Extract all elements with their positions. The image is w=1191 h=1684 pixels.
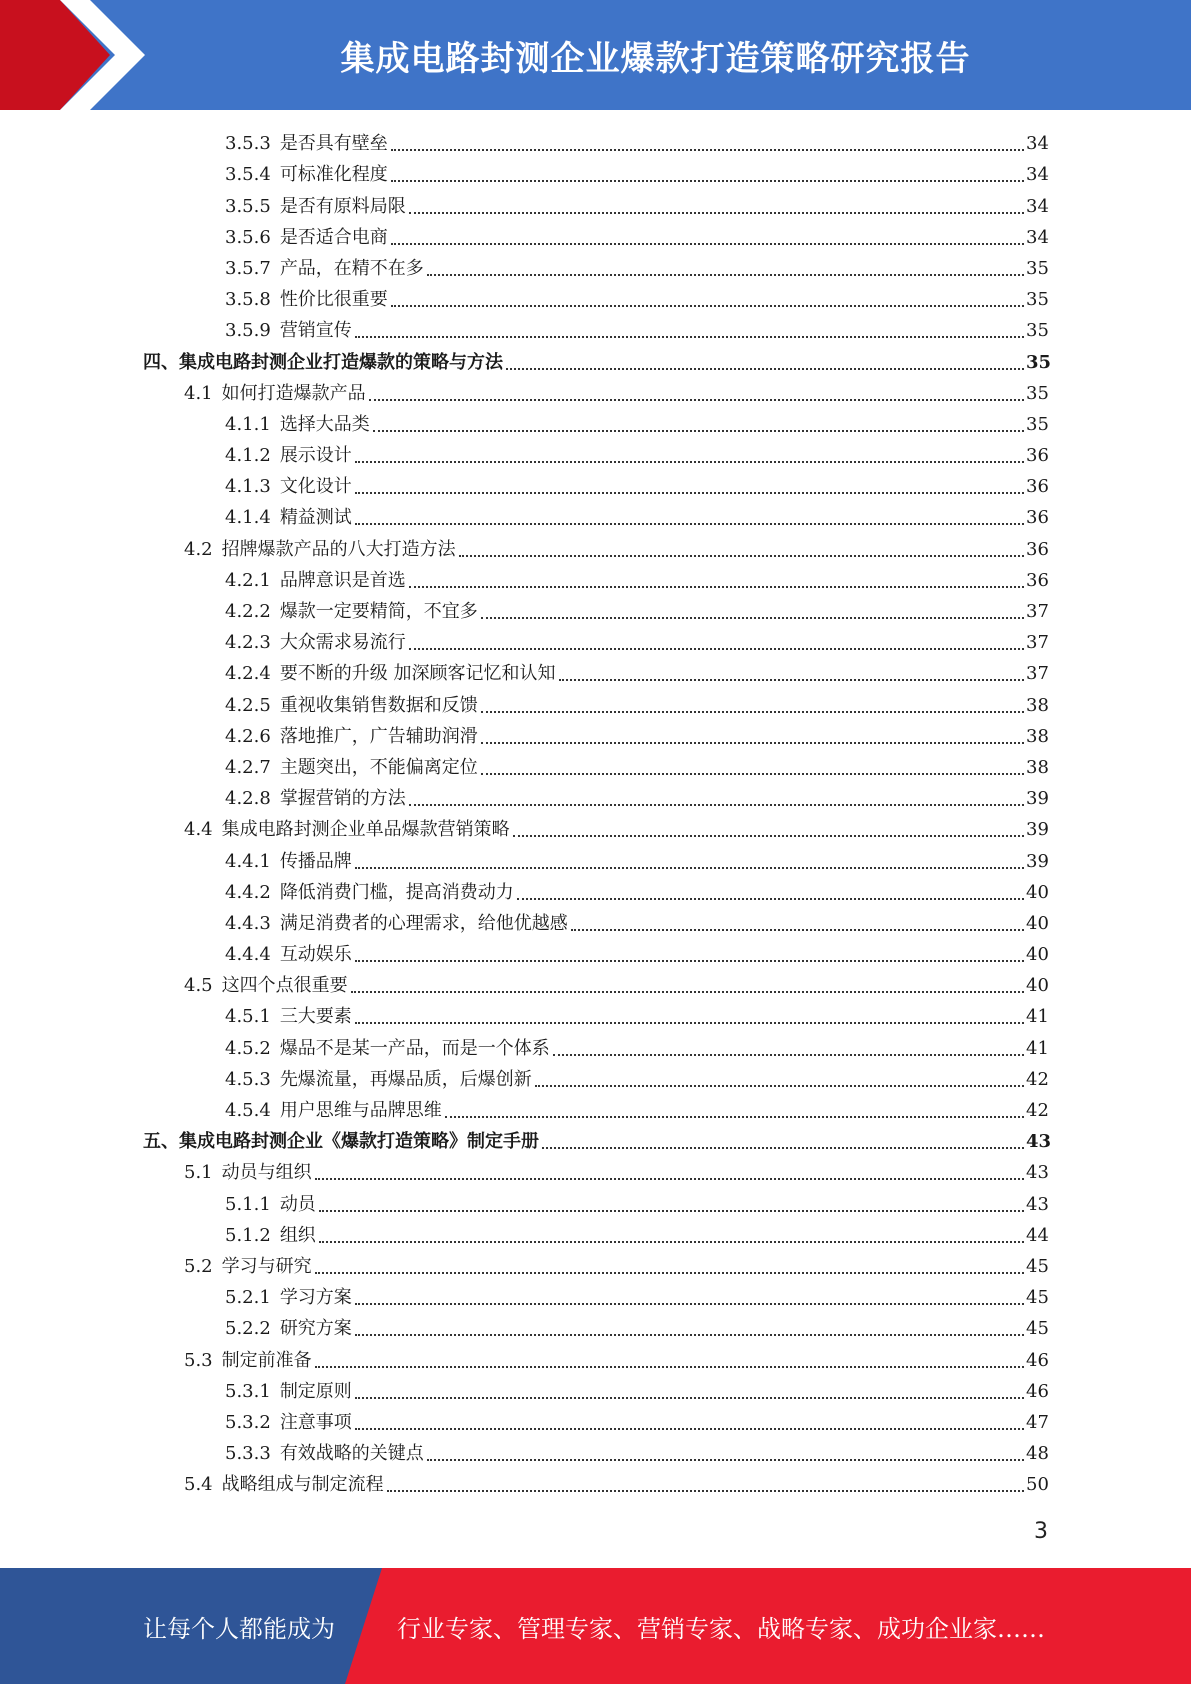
toc-entry-page: 39 xyxy=(1026,850,1049,872)
toc-dot-leader xyxy=(481,711,1024,713)
toc-entry-page: 41 xyxy=(1026,1037,1049,1059)
toc-entry-page: 47 xyxy=(1026,1411,1049,1433)
toc-entry-page: 34 xyxy=(1026,226,1049,248)
toc-entry-title: 传播品牌 xyxy=(279,850,352,872)
toc-entry[interactable] xyxy=(0,1251,1191,1282)
toc-entry-page: 42 xyxy=(1026,1068,1049,1090)
toc-dot-leader xyxy=(391,149,1024,151)
toc-entry-number: 4.2.3 xyxy=(225,632,271,654)
toc-entry-number: 4.4.2 xyxy=(225,881,271,903)
toc-entry-title: 战略组成与制定流程 xyxy=(221,1474,384,1496)
toc-entry[interactable] xyxy=(0,1407,1191,1438)
toc-entry-page: 46 xyxy=(1026,1380,1049,1402)
toc-dot-leader xyxy=(481,742,1024,744)
toc-entry-number: 3.5.5 xyxy=(225,195,271,217)
toc-entry-number: 4.1 xyxy=(184,382,213,404)
toc-entry[interactable] xyxy=(0,315,1191,346)
toc-dot-leader xyxy=(427,274,1024,276)
toc-entry-title: 性价比很重要 xyxy=(279,289,388,311)
toc-entry[interactable] xyxy=(0,284,1191,315)
toc-entry-title: 是否具有壁垒 xyxy=(279,133,388,155)
toc-entry-title: 展示设计 xyxy=(279,445,352,467)
toc-dot-leader xyxy=(513,835,1024,837)
toc-dot-leader xyxy=(355,960,1024,962)
toc-dot-leader xyxy=(553,1054,1024,1056)
toc-entry-title: 有效战略的关键点 xyxy=(279,1443,424,1465)
toc-entry-title: 如何打造爆款产品 xyxy=(221,382,366,404)
footer-slogan-left: 让每个人都能成为 xyxy=(143,1614,335,1643)
toc-entry-title: 制定原则 xyxy=(279,1380,352,1402)
toc-entry[interactable] xyxy=(0,253,1191,284)
toc-entry-page: 35 xyxy=(1026,257,1049,279)
toc-entry-title: 精益测试 xyxy=(279,507,352,529)
toc-entry-page: 45 xyxy=(1026,1318,1049,1340)
page-footer xyxy=(0,1568,1191,1684)
toc-entry-title: 要不断的升级 加深顾客记忆和认知 xyxy=(279,663,556,685)
toc-entry[interactable] xyxy=(0,1376,1191,1407)
toc-entry-number: 4.1.3 xyxy=(225,476,271,498)
toc-entry-page: 35 xyxy=(1026,382,1049,404)
toc-entry-number: 5.1.1 xyxy=(225,1193,271,1215)
toc-entry-page: 35 xyxy=(1026,413,1049,435)
toc-entry[interactable] xyxy=(0,1157,1191,1188)
toc-entry[interactable] xyxy=(0,222,1191,253)
toc-entry[interactable] xyxy=(0,533,1191,564)
toc-entry[interactable] xyxy=(0,1032,1191,1063)
toc-entry-title: 落地推广，广告辅助润滑 xyxy=(279,725,478,747)
toc-dot-leader xyxy=(481,773,1024,775)
toc-entry-page: 45 xyxy=(1026,1255,1049,1277)
toc-entry-number: 4.4.4 xyxy=(225,944,271,966)
toc-entry-number: 4.5.2 xyxy=(225,1037,271,1059)
toc-entry-page: 38 xyxy=(1026,756,1049,778)
toc-dot-leader xyxy=(355,336,1024,338)
toc-dot-leader xyxy=(355,1334,1024,1336)
toc-entry-page: 36 xyxy=(1026,507,1049,529)
toc-entry-page: 37 xyxy=(1026,663,1049,685)
toc-dot-leader xyxy=(571,929,1024,931)
toc-dot-leader xyxy=(355,492,1024,494)
toc-entry-title: 学习方案 xyxy=(279,1287,352,1309)
toc-dot-leader xyxy=(355,1303,1024,1305)
toc-entry-number: 5.2 xyxy=(184,1255,213,1277)
toc-entry[interactable] xyxy=(0,1282,1191,1313)
toc-entry-number: 4.2.2 xyxy=(225,601,271,622)
toc-entry-number: 3.5.7 xyxy=(225,257,271,279)
toc-dot-leader xyxy=(535,1085,1024,1087)
toc-entry-page: 35 xyxy=(1026,289,1049,311)
toc-dot-leader xyxy=(517,898,1024,900)
toc-dot-leader xyxy=(559,679,1024,681)
toc-dot-leader xyxy=(355,1397,1024,1399)
toc-entry-title: 爆款一定要精简，不宜多 xyxy=(279,601,478,622)
toc-entry[interactable] xyxy=(0,440,1191,471)
toc-dot-leader xyxy=(355,867,1024,869)
header-arrow-decoration xyxy=(0,0,160,110)
toc-entry-title: 掌握营销的方法 xyxy=(279,788,406,810)
toc-entry-title: 先爆流量，再爆品质，后爆创新 xyxy=(279,1068,532,1090)
toc-entry[interactable] xyxy=(0,689,1191,720)
toc-entry-title: 动员 xyxy=(279,1193,316,1215)
toc-entry-title: 可标准化程度 xyxy=(279,164,388,186)
toc-entry-title: 重视收集销售数据和反馈 xyxy=(279,694,478,716)
toc-entry-number: 5.2.1 xyxy=(225,1287,271,1309)
toc-entry[interactable] xyxy=(0,783,1191,814)
toc-entry-title: 选择大品类 xyxy=(279,413,370,435)
toc-dot-leader xyxy=(315,1178,1024,1180)
toc-dot-leader xyxy=(427,1459,1024,1461)
toc-entry[interactable] xyxy=(0,970,1191,1001)
toc-entry-title: 营销宣传 xyxy=(279,320,352,342)
footer-slogan-right: 行业专家、管理专家、营销专家、战略专家、成功企业家…… xyxy=(397,1614,1045,1643)
toc-entry-title: 组织 xyxy=(279,1224,316,1246)
toc-dot-leader xyxy=(506,368,1024,370)
toc-entry-number: 5.3.2 xyxy=(225,1411,271,1433)
toc-entry-title: 品牌意识是首选 xyxy=(279,569,406,591)
toc-entry-number: 3.5.9 xyxy=(225,320,271,342)
toc-entry-title: 招牌爆款产品的八大打造方法 xyxy=(221,538,456,560)
toc-entry-title: 满足消费者的心理需求，给他优越感 xyxy=(279,912,568,934)
toc-dot-leader xyxy=(391,243,1024,245)
toc-entry[interactable] xyxy=(0,471,1191,502)
toc-entry[interactable] xyxy=(0,721,1191,752)
toc-entry-page: 50 xyxy=(1026,1474,1049,1496)
toc-entry-title: 爆品不是某一产品，而是一个体系 xyxy=(279,1037,550,1059)
toc-dot-leader xyxy=(542,1147,1024,1149)
toc-entry-page: 40 xyxy=(1026,912,1049,934)
toc-entry-page: 39 xyxy=(1026,788,1049,810)
toc-entry-number: 4.5.3 xyxy=(225,1068,271,1090)
toc-entry-page: 35 xyxy=(1026,351,1052,373)
toc-entry-number: 5.4 xyxy=(184,1474,213,1496)
toc-dot-leader xyxy=(459,555,1024,557)
toc-entry-number: 5.3.1 xyxy=(225,1380,271,1402)
toc-entry-page: 44 xyxy=(1026,1224,1049,1246)
toc-entry-number: 5.1.2 xyxy=(225,1224,271,1246)
toc-entry-number: 4.4.1 xyxy=(225,850,271,872)
toc-entry[interactable] xyxy=(0,1095,1191,1126)
toc-entry-title: 五、集成电路封测企业《爆款打造策略》制定手册 xyxy=(143,1131,539,1153)
toc-dot-leader xyxy=(355,523,1024,525)
toc-entry-number: 3.5.4 xyxy=(225,164,271,186)
toc-entry-title: 主题突出，不能偏离定位 xyxy=(279,756,478,778)
toc-entry-number: 4.5.1 xyxy=(225,1006,271,1028)
toc-entry-number: 5.2.2 xyxy=(225,1318,271,1340)
toc-entry-number: 4.5 xyxy=(184,975,213,997)
toc-entry[interactable] xyxy=(0,752,1191,783)
toc-entry-number: 4.4 xyxy=(184,819,213,841)
toc-entry-page: 43 xyxy=(1026,1193,1049,1215)
toc-entry-page: 37 xyxy=(1026,601,1049,622)
toc-entry-page: 48 xyxy=(1026,1443,1049,1465)
toc-chapter-entry[interactable] xyxy=(0,346,1191,377)
toc-entry-number: 4.2.4 xyxy=(225,663,271,685)
toc-entry[interactable] xyxy=(0,658,1191,689)
toc-entry-page: 36 xyxy=(1026,538,1049,560)
toc-entry[interactable] xyxy=(0,1469,1191,1500)
toc-dot-leader xyxy=(387,1490,1024,1492)
toc-entry-number: 3.5.6 xyxy=(225,226,271,248)
toc-entry-title: 制定前准备 xyxy=(221,1349,312,1371)
toc-entry-page: 41 xyxy=(1026,1006,1049,1028)
toc-entry-number: 4.2.8 xyxy=(225,788,271,810)
toc-entry[interactable] xyxy=(0,409,1191,440)
toc-entry-title: 注意事项 xyxy=(279,1411,352,1433)
toc-entry-number: 4.5.4 xyxy=(225,1100,271,1121)
toc-entry[interactable] xyxy=(0,1001,1191,1032)
toc-entry[interactable] xyxy=(0,1313,1191,1344)
toc-entry-page: 34 xyxy=(1026,164,1049,186)
toc-entry[interactable] xyxy=(0,128,1191,159)
toc-dot-leader xyxy=(409,648,1024,650)
toc-entry[interactable] xyxy=(0,939,1191,970)
table-of-contents xyxy=(0,128,1191,1500)
toc-entry-number: 5.1 xyxy=(184,1162,213,1184)
toc-dot-leader xyxy=(319,1241,1024,1243)
toc-entry-number: 3.5.3 xyxy=(225,133,271,155)
toc-entry-title: 产品，在精不在多 xyxy=(279,257,424,279)
toc-entry[interactable] xyxy=(0,502,1191,533)
toc-entry[interactable] xyxy=(0,1220,1191,1251)
page-number: 3 xyxy=(1034,1519,1048,1544)
toc-entry-page: 43 xyxy=(1026,1131,1052,1153)
toc-entry[interactable] xyxy=(0,565,1191,596)
toc-chapter-entry[interactable] xyxy=(0,1126,1191,1157)
toc-entry-title: 三大要素 xyxy=(279,1006,352,1028)
toc-entry[interactable] xyxy=(0,908,1191,939)
toc-dot-leader xyxy=(355,1428,1024,1430)
toc-entry[interactable] xyxy=(0,1188,1191,1219)
toc-entry-title: 互动娱乐 xyxy=(279,944,352,966)
toc-entry-page: 43 xyxy=(1026,1162,1049,1184)
toc-entry-title: 研究方案 xyxy=(279,1318,352,1340)
toc-dot-leader xyxy=(369,399,1024,401)
toc-entry[interactable] xyxy=(0,1438,1191,1469)
toc-entry-number: 3.5.8 xyxy=(225,289,271,311)
toc-entry-page: 36 xyxy=(1026,445,1049,467)
report-title: 集成电路封测企业爆款打造策略研究报告 xyxy=(340,38,971,79)
toc-entry-page: 36 xyxy=(1026,569,1049,591)
toc-entry-number: 4.2.5 xyxy=(225,694,271,716)
toc-entry-page: 42 xyxy=(1026,1100,1049,1121)
toc-entry[interactable] xyxy=(0,845,1191,876)
toc-dot-leader xyxy=(319,1210,1024,1212)
toc-entry-page: 34 xyxy=(1026,195,1049,217)
toc-entry[interactable] xyxy=(0,1064,1191,1095)
toc-entry-title: 四、集成电路封测企业打造爆款的策略与方法 xyxy=(143,351,503,373)
toc-dot-leader xyxy=(373,430,1024,432)
toc-entry-page: 40 xyxy=(1026,975,1049,997)
toc-entry[interactable] xyxy=(0,378,1191,409)
toc-dot-leader xyxy=(445,1116,1024,1118)
toc-entry-title: 是否有原料局限 xyxy=(279,195,406,217)
toc-entry-number: 4.4.3 xyxy=(225,912,271,934)
toc-entry-page: 40 xyxy=(1026,944,1049,966)
toc-entry-page: 40 xyxy=(1026,881,1049,903)
toc-entry-title: 这四个点很重要 xyxy=(221,975,348,997)
toc-dot-leader xyxy=(355,1022,1024,1024)
toc-entry-title: 动员与组织 xyxy=(221,1162,312,1184)
toc-dot-leader xyxy=(391,305,1024,307)
page-header xyxy=(0,0,1191,110)
toc-dot-leader xyxy=(355,461,1024,463)
toc-entry-page: 39 xyxy=(1026,819,1049,841)
toc-entry-number: 4.2.6 xyxy=(225,725,271,747)
toc-dot-leader xyxy=(315,1272,1024,1274)
toc-dot-leader xyxy=(351,991,1024,993)
toc-entry-title: 文化设计 xyxy=(279,476,352,498)
toc-entry-number: 4.2.1 xyxy=(225,569,271,591)
toc-entry[interactable] xyxy=(0,159,1191,190)
toc-entry[interactable] xyxy=(0,627,1191,658)
toc-entry-title: 大众需求易流行 xyxy=(279,632,406,654)
toc-entry-page: 35 xyxy=(1026,320,1049,342)
toc-entry-title: 集成电路封测企业单品爆款营销策略 xyxy=(221,819,510,841)
toc-dot-leader xyxy=(391,180,1024,182)
toc-dot-leader xyxy=(409,586,1024,588)
toc-dot-leader xyxy=(481,617,1024,619)
toc-entry-title: 学习与研究 xyxy=(221,1255,312,1277)
toc-entry[interactable] xyxy=(0,596,1191,627)
toc-dot-leader xyxy=(409,212,1024,214)
toc-entry[interactable] xyxy=(0,814,1191,845)
toc-dot-leader xyxy=(315,1366,1024,1368)
toc-entry-number: 4.2.7 xyxy=(225,756,271,778)
toc-entry-number: 4.2 xyxy=(184,538,213,560)
toc-dot-leader xyxy=(409,804,1024,806)
toc-entry[interactable] xyxy=(0,190,1191,221)
toc-entry[interactable] xyxy=(0,877,1191,908)
toc-entry-number: 4.1.2 xyxy=(225,445,271,467)
toc-entry-page: 46 xyxy=(1026,1349,1049,1371)
toc-entry-number: 4.1.4 xyxy=(225,507,271,529)
toc-entry[interactable] xyxy=(0,1344,1191,1375)
toc-entry-page: 37 xyxy=(1026,632,1049,654)
toc-entry-page: 38 xyxy=(1026,694,1049,716)
toc-entry-number: 5.3.3 xyxy=(225,1443,271,1465)
toc-entry-title: 用户思维与品牌思维 xyxy=(279,1100,442,1121)
toc-entry-title: 降低消费门槛，提高消费动力 xyxy=(279,881,514,903)
toc-entry-page: 45 xyxy=(1026,1287,1049,1309)
toc-entry-page: 38 xyxy=(1026,725,1049,747)
toc-entry-page: 36 xyxy=(1026,476,1049,498)
toc-entry-page: 34 xyxy=(1026,133,1049,155)
toc-entry-number: 4.1.1 xyxy=(225,413,271,435)
toc-entry-number: 5.3 xyxy=(184,1349,213,1371)
toc-entry-title: 是否适合电商 xyxy=(279,226,388,248)
